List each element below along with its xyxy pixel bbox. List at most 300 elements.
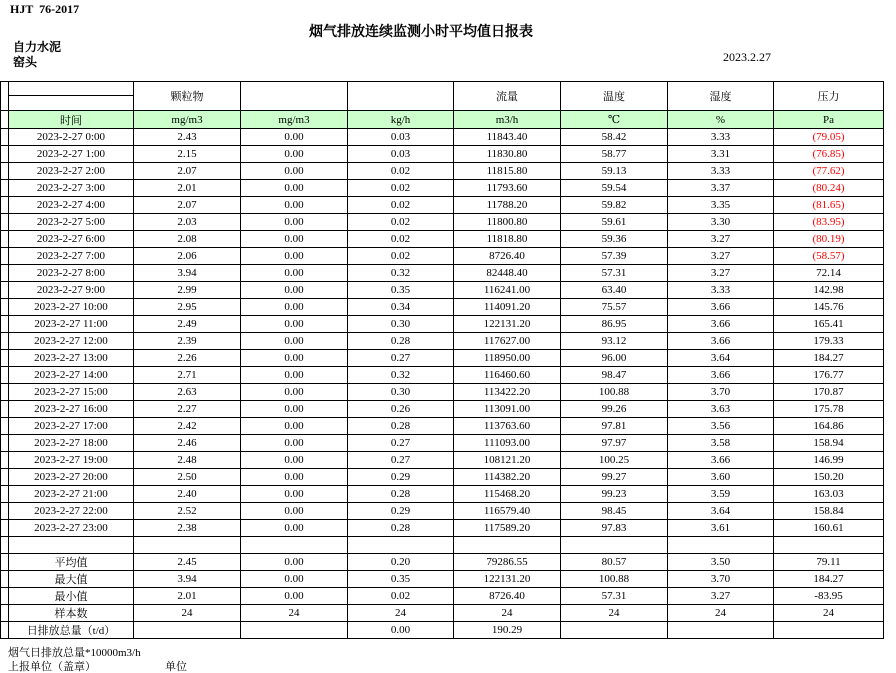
table-row [1, 367, 884, 384]
gutter-cell [1, 452, 9, 469]
value-cell: 122131.20 [454, 571, 561, 588]
gutter-cell [1, 146, 9, 163]
value-cell: 3.27 [668, 231, 774, 248]
value-cell: 2.99 [134, 282, 241, 299]
unit-header-row [1, 111, 884, 129]
time-cell: 2023-2-27 20:00 [9, 469, 134, 486]
time-cell: 2023-2-27 17:00 [9, 418, 134, 435]
value-cell: 24 [668, 605, 774, 622]
unit-cell: kg/h [348, 111, 454, 129]
value-cell: 0.02 [348, 197, 454, 214]
value-cell [561, 537, 668, 554]
value-cell: 100.88 [561, 384, 668, 401]
summary-label-cell: 平均值 [9, 554, 134, 571]
flue-gas-total-note: 烟气日排放总量*10000m3/h [8, 647, 141, 659]
value-cell: 0.00 [241, 180, 348, 197]
report-date: 2023.2.27 [723, 50, 771, 64]
value-cell: -83.95 [774, 588, 884, 605]
value-cell: 0.00 [241, 316, 348, 333]
summary-row [1, 588, 884, 605]
value-cell: 63.40 [561, 282, 668, 299]
unit-cell: ℃ [561, 111, 668, 129]
gutter-cell [1, 503, 9, 520]
value-cell: 0.28 [348, 418, 454, 435]
value-cell [134, 537, 241, 554]
value-cell: 2.95 [134, 299, 241, 316]
gutter-cell [1, 265, 9, 282]
time-cell: 2023-2-27 19:00 [9, 452, 134, 469]
value-cell [454, 537, 561, 554]
value-cell: 0.00 [241, 367, 348, 384]
gutter-cell [1, 367, 9, 384]
gutter-cell [1, 197, 9, 214]
time-cell: 2023-2-27 9:00 [9, 282, 134, 299]
company-name: 自力水泥 [13, 40, 62, 54]
value-cell: 158.84 [774, 503, 884, 520]
unit-cell: mg/m3 [134, 111, 241, 129]
table-row [1, 350, 884, 367]
value-cell: 0.00 [241, 571, 348, 588]
table-row [1, 520, 884, 537]
unit-cell: % [668, 111, 774, 129]
table-row [1, 282, 884, 299]
value-cell: 116579.40 [454, 503, 561, 520]
value-cell: 117589.20 [454, 520, 561, 537]
reporting-unit-label: 上报单位（盖章） [8, 661, 96, 673]
value-cell: 2.08 [134, 231, 241, 248]
value-cell: 0.02 [348, 163, 454, 180]
value-cell: 0.02 [348, 214, 454, 231]
time-cell: 2023-2-27 21:00 [9, 486, 134, 503]
value-cell: (83.95) [774, 214, 884, 231]
table-row [1, 248, 884, 265]
table-row [1, 316, 884, 333]
time-cell: 2023-2-27 16:00 [9, 401, 134, 418]
value-cell: 3.27 [668, 248, 774, 265]
value-cell: (80.19) [774, 231, 884, 248]
value-cell: 0.00 [241, 401, 348, 418]
value-cell: 2.52 [134, 503, 241, 520]
value-cell: 97.83 [561, 520, 668, 537]
time-cell: 2023-2-27 4:00 [9, 197, 134, 214]
value-cell: 164.86 [774, 418, 884, 435]
value-cell: 80.57 [561, 554, 668, 571]
value-cell: 150.20 [774, 469, 884, 486]
value-cell: 3.35 [668, 197, 774, 214]
gutter-cell [1, 571, 9, 588]
value-cell: 2.48 [134, 452, 241, 469]
value-cell: 111093.00 [454, 435, 561, 452]
gutter-cell [1, 520, 9, 537]
value-cell: 2.42 [134, 418, 241, 435]
value-cell: 2.71 [134, 367, 241, 384]
value-cell [774, 622, 884, 639]
value-cell: 0.02 [348, 180, 454, 197]
value-cell [241, 622, 348, 639]
time-cell: 2023-2-27 23:00 [9, 520, 134, 537]
group-header-cell [241, 82, 348, 111]
value-cell: 115468.20 [454, 486, 561, 503]
value-cell: 3.30 [668, 214, 774, 231]
value-cell: 0.00 [241, 333, 348, 350]
value-cell: 75.57 [561, 299, 668, 316]
value-cell: 0.00 [241, 282, 348, 299]
table-row [1, 333, 884, 350]
value-cell: 59.82 [561, 197, 668, 214]
value-cell: 0.00 [241, 214, 348, 231]
value-cell: 142.98 [774, 282, 884, 299]
value-cell: 24 [241, 605, 348, 622]
value-cell: 3.70 [668, 384, 774, 401]
value-cell: 0.02 [348, 248, 454, 265]
value-cell: 0.28 [348, 520, 454, 537]
value-cell: 3.27 [668, 588, 774, 605]
time-cell: 2023-2-27 7:00 [9, 248, 134, 265]
group-header-cell: 流量 [454, 82, 561, 111]
gutter-cell [1, 214, 9, 231]
spacer-row [1, 537, 884, 554]
value-cell: 175.78 [774, 401, 884, 418]
value-cell: 3.27 [668, 265, 774, 282]
table-row [1, 265, 884, 282]
value-cell: 59.54 [561, 180, 668, 197]
value-cell: 58.77 [561, 146, 668, 163]
value-cell: 57.31 [561, 588, 668, 605]
time-cell: 2023-2-27 10:00 [9, 299, 134, 316]
table-row [1, 231, 884, 248]
value-cell: 79.11 [774, 554, 884, 571]
gutter-cell [1, 82, 9, 111]
value-cell [668, 622, 774, 639]
summary-row [1, 554, 884, 571]
value-cell: 97.81 [561, 418, 668, 435]
value-cell: 0.00 [241, 146, 348, 163]
value-cell: 3.66 [668, 333, 774, 350]
time-cell: 2023-2-27 11:00 [9, 316, 134, 333]
value-cell: 113091.00 [454, 401, 561, 418]
value-cell: 158.94 [774, 435, 884, 452]
unit-cell: Pa [774, 111, 884, 129]
gutter-cell [1, 350, 9, 367]
value-cell: (58.57) [774, 248, 884, 265]
value-cell: 3.70 [668, 571, 774, 588]
value-cell: 93.12 [561, 333, 668, 350]
value-cell: 2.50 [134, 469, 241, 486]
value-cell: 0.00 [348, 622, 454, 639]
value-cell: 3.37 [668, 180, 774, 197]
value-cell: 3.94 [134, 265, 241, 282]
table-row [1, 418, 884, 435]
table-row [1, 146, 884, 163]
value-cell: 2.45 [134, 554, 241, 571]
group-header-cell: 颗粒物 [134, 82, 241, 111]
value-cell: 24 [134, 605, 241, 622]
group-header-cell: 温度 [561, 82, 668, 111]
time-column-header: 时间 [9, 111, 134, 129]
group-header-row [1, 82, 884, 96]
value-cell: 8726.40 [454, 248, 561, 265]
value-cell: 11815.80 [454, 163, 561, 180]
value-cell: 163.03 [774, 486, 884, 503]
value-cell: 57.39 [561, 248, 668, 265]
summary-row [1, 605, 884, 622]
value-cell: 184.27 [774, 571, 884, 588]
value-cell: 2.49 [134, 316, 241, 333]
summary-label-cell: 日排放总量（t/d） [9, 622, 134, 639]
table-row [1, 469, 884, 486]
value-cell: (79.05) [774, 129, 884, 146]
time-cell: 2023-2-27 1:00 [9, 146, 134, 163]
time-cell: 2023-2-27 14:00 [9, 367, 134, 384]
gutter-cell [1, 231, 9, 248]
value-cell: 2.06 [134, 248, 241, 265]
value-cell: 2.07 [134, 163, 241, 180]
time-cell: 2023-2-27 8:00 [9, 265, 134, 282]
group-header-cell: 压力 [774, 82, 884, 111]
value-cell: 3.31 [668, 146, 774, 163]
value-cell: 0.32 [348, 265, 454, 282]
group-header-cell: 湿度 [668, 82, 774, 111]
value-cell: 58.42 [561, 129, 668, 146]
value-cell: 145.76 [774, 299, 884, 316]
gutter-cell [1, 622, 9, 639]
time-cell: 2023-2-27 0:00 [9, 129, 134, 146]
value-cell: 108121.20 [454, 452, 561, 469]
value-cell: 3.33 [668, 129, 774, 146]
value-cell: 116241.00 [454, 282, 561, 299]
value-cell: 0.20 [348, 554, 454, 571]
gutter-cell [1, 111, 9, 129]
value-cell: 0.27 [348, 452, 454, 469]
table-row [1, 214, 884, 231]
value-cell: 165.41 [774, 316, 884, 333]
value-cell: 2.43 [134, 129, 241, 146]
value-cell: 3.66 [668, 299, 774, 316]
value-cell: 0.35 [348, 571, 454, 588]
unit-cell: mg/m3 [241, 111, 348, 129]
summary-row [1, 622, 884, 639]
value-cell: 0.35 [348, 282, 454, 299]
unit-cell: m3/h [454, 111, 561, 129]
summary-label-cell: 最大值 [9, 571, 134, 588]
value-cell: 11788.20 [454, 197, 561, 214]
gutter-cell [1, 163, 9, 180]
gutter-cell [1, 384, 9, 401]
value-cell: 0.29 [348, 503, 454, 520]
value-cell: 11843.40 [454, 129, 561, 146]
value-cell: 2.26 [134, 350, 241, 367]
value-cell: 2.07 [134, 197, 241, 214]
value-cell [668, 537, 774, 554]
time-cell: 2023-2-27 22:00 [9, 503, 134, 520]
value-cell: 0.00 [241, 452, 348, 469]
value-cell: 0.30 [348, 316, 454, 333]
report-table [0, 81, 884, 639]
value-cell: 82448.40 [454, 265, 561, 282]
value-cell: 0.00 [241, 469, 348, 486]
value-cell: 79286.55 [454, 554, 561, 571]
value-cell: 170.87 [774, 384, 884, 401]
time-cell: 2023-2-27 6:00 [9, 231, 134, 248]
value-cell: 2.01 [134, 588, 241, 605]
value-cell: 0.00 [241, 248, 348, 265]
table-row [1, 503, 884, 520]
gutter-cell [1, 554, 9, 571]
gutter-cell [1, 401, 9, 418]
value-cell: 8726.40 [454, 588, 561, 605]
value-cell: 0.00 [241, 350, 348, 367]
group-header-cell [348, 82, 454, 111]
value-cell: 3.64 [668, 350, 774, 367]
summary-label-cell: 最小值 [9, 588, 134, 605]
table-row [1, 197, 884, 214]
value-cell: 0.00 [241, 486, 348, 503]
value-cell: 3.56 [668, 418, 774, 435]
table-row [1, 384, 884, 401]
value-cell: 11793.60 [454, 180, 561, 197]
time-cell: 2023-2-27 5:00 [9, 214, 134, 231]
value-cell [774, 537, 884, 554]
value-cell: 3.60 [668, 469, 774, 486]
value-cell: 3.59 [668, 486, 774, 503]
value-cell: 3.50 [668, 554, 774, 571]
time-cell: 2023-2-27 3:00 [9, 180, 134, 197]
value-cell: 160.61 [774, 520, 884, 537]
value-cell [348, 537, 454, 554]
value-cell: 113422.20 [454, 384, 561, 401]
value-cell: 3.61 [668, 520, 774, 537]
table-row [1, 401, 884, 418]
time-cell: 2023-2-27 2:00 [9, 163, 134, 180]
value-cell: 146.99 [774, 452, 884, 469]
value-cell: 72.14 [774, 265, 884, 282]
time-cell: 2023-2-27 15:00 [9, 384, 134, 401]
value-cell: 0.28 [348, 333, 454, 350]
value-cell: 113763.60 [454, 418, 561, 435]
value-cell: 11818.80 [454, 231, 561, 248]
value-cell: 0.32 [348, 367, 454, 384]
value-cell: 0.28 [348, 486, 454, 503]
value-cell: 3.63 [668, 401, 774, 418]
value-cell: 0.00 [241, 265, 348, 282]
gutter-cell [1, 248, 9, 265]
value-cell: 0.00 [241, 299, 348, 316]
value-cell: 57.31 [561, 265, 668, 282]
value-cell: 2.38 [134, 520, 241, 537]
value-cell: 0.02 [348, 231, 454, 248]
value-cell: 0.03 [348, 146, 454, 163]
value-cell: 190.29 [454, 622, 561, 639]
table-row [1, 129, 884, 146]
value-cell: 0.02 [348, 588, 454, 605]
value-cell: 2.01 [134, 180, 241, 197]
value-cell: 0.00 [241, 435, 348, 452]
value-cell: 0.34 [348, 299, 454, 316]
value-cell: 2.27 [134, 401, 241, 418]
value-cell: 98.45 [561, 503, 668, 520]
value-cell [241, 537, 348, 554]
value-cell: 114091.20 [454, 299, 561, 316]
gutter-cell [1, 316, 9, 333]
value-cell: 59.61 [561, 214, 668, 231]
value-cell: 0.29 [348, 469, 454, 486]
time-header-top-cell [9, 82, 134, 96]
value-cell: 3.33 [668, 163, 774, 180]
value-cell: 100.25 [561, 452, 668, 469]
station-name: 窑头 [13, 55, 38, 69]
value-cell: 0.00 [241, 129, 348, 146]
gutter-cell [1, 333, 9, 350]
value-cell: (76.85) [774, 146, 884, 163]
value-cell: 99.26 [561, 401, 668, 418]
value-cell: 24 [348, 605, 454, 622]
summary-row [1, 571, 884, 588]
table-row [1, 486, 884, 503]
value-cell: 3.66 [668, 367, 774, 384]
gutter-cell [1, 469, 9, 486]
value-cell: 0.00 [241, 520, 348, 537]
value-cell: 2.63 [134, 384, 241, 401]
value-cell: 2.03 [134, 214, 241, 231]
value-cell: 0.26 [348, 401, 454, 418]
value-cell: 3.94 [134, 571, 241, 588]
value-cell: 99.27 [561, 469, 668, 486]
value-cell: 11800.80 [454, 214, 561, 231]
value-cell: 0.00 [241, 197, 348, 214]
time-cell: 2023-2-27 13:00 [9, 350, 134, 367]
value-cell: 0.00 [241, 231, 348, 248]
value-cell: 59.36 [561, 231, 668, 248]
value-cell: 114382.20 [454, 469, 561, 486]
time-header-bottom-cell [9, 96, 134, 111]
page-title: 烟气排放连续监测小时平均值日报表 [309, 25, 533, 40]
value-cell: 0.00 [241, 554, 348, 571]
value-cell: 117627.00 [454, 333, 561, 350]
gutter-cell [1, 418, 9, 435]
value-cell [561, 622, 668, 639]
summary-label-cell: 样本数 [9, 605, 134, 622]
value-cell: 0.00 [241, 418, 348, 435]
gutter-cell [1, 129, 9, 146]
time-cell: 2023-2-27 18:00 [9, 435, 134, 452]
value-cell: 24 [454, 605, 561, 622]
value-cell: 179.33 [774, 333, 884, 350]
value-cell: 3.64 [668, 503, 774, 520]
gutter-cell [1, 180, 9, 197]
table-row [1, 299, 884, 316]
gutter-cell [1, 282, 9, 299]
gutter-cell [1, 299, 9, 316]
value-cell: 0.00 [241, 163, 348, 180]
standard-code: HJT 76-2017 [10, 2, 80, 16]
value-cell: 2.46 [134, 435, 241, 452]
table-row [1, 163, 884, 180]
value-cell: 59.13 [561, 163, 668, 180]
value-cell: 118950.00 [454, 350, 561, 367]
value-cell: 116460.60 [454, 367, 561, 384]
value-cell: (80.24) [774, 180, 884, 197]
value-cell: 3.33 [668, 282, 774, 299]
value-cell: 0.00 [241, 384, 348, 401]
value-cell: 0.30 [348, 384, 454, 401]
value-cell: 122131.20 [454, 316, 561, 333]
value-cell: 184.27 [774, 350, 884, 367]
value-cell: 3.58 [668, 435, 774, 452]
time-cell [9, 537, 134, 554]
value-cell: (77.62) [774, 163, 884, 180]
value-cell: 24 [561, 605, 668, 622]
value-cell [134, 622, 241, 639]
